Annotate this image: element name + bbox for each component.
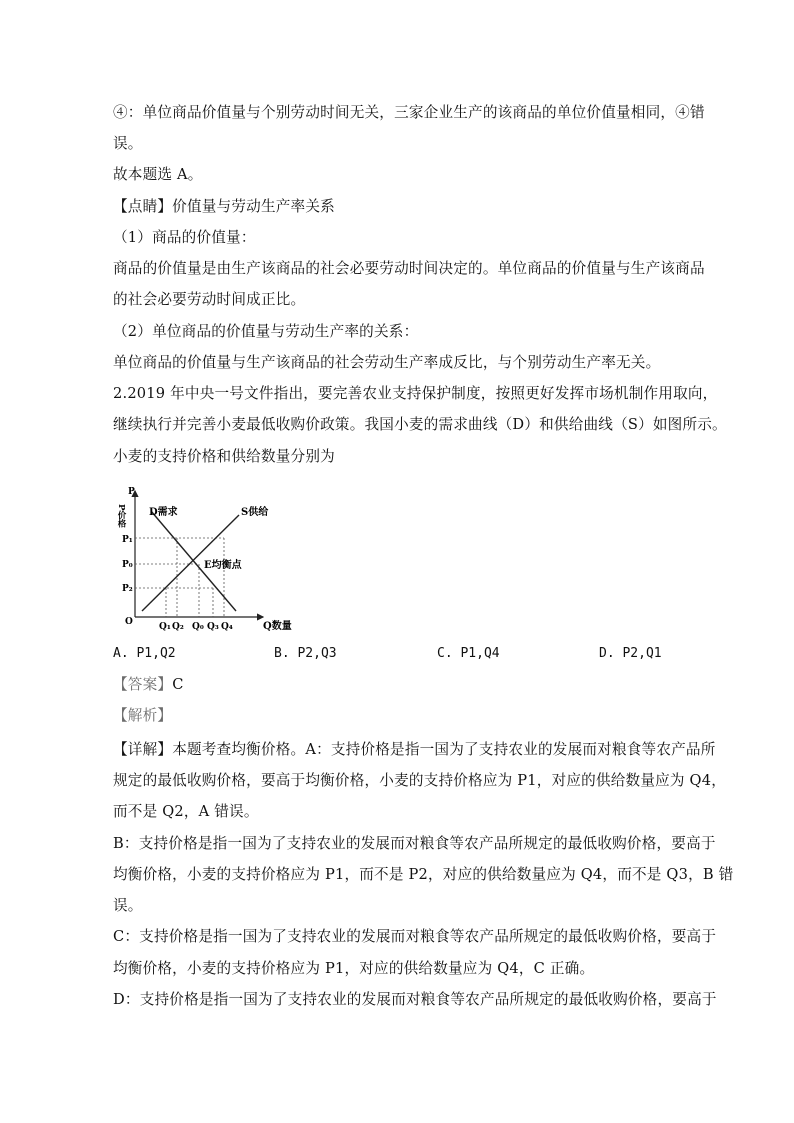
y-axis-label-p: P [128,487,135,497]
paragraph-line: 故本题选 A。 [113,166,203,183]
detail-line: C：支持价格是指一国为了支持农业的发展而对粮食等农产品所规定的最低收购价格，要高于 [113,928,717,945]
detail-line: 误。 [113,897,143,914]
answer-tag: 【答案】 [113,676,173,693]
paragraph-line: 误。 [113,135,143,152]
detail-line: B：支持价格是指一国为了支持农业的发展而对粮食等农产品所规定的最低收购价格，要高于 [113,835,716,852]
origin-label: O [125,617,133,627]
paragraph-line: 【点睛】价值量与劳动生产率关系 [113,198,335,215]
detail-line: 均衡价格，小麦的支持价格应为 P1，而不是 P2，对应的供给数量应为 Q4，而不是 Q3，B 错 [113,866,734,883]
answer-line [113,675,184,695]
paragraph-line: （2）单位商品的价值量与劳动生产率的关系： [113,323,419,340]
question-line: 继续执行并完善小麦最低收购价政策。我国小麦的需求曲线（D）和供给曲线（S）如图所示。 [113,416,727,433]
y-tick-label: P₁ [122,535,133,545]
x-tick-label: Q₁ [159,622,171,632]
detail-line: D：支持价格是指一国为了支持农业的发展而对粮食等农产品所规定的最低收购价格，要高于 [113,991,717,1008]
equilibrium-label: E均衡点 [204,560,242,571]
detail-line: 而不是 Q2，A 错误。 [113,803,259,820]
paragraph-line: 单位商品的价值量与生产该商品的社会劳动生产率成反比，与个别劳动生产率无关。 [113,354,661,371]
option-c: C. P1,Q4 [437,646,500,661]
answer-value: C [172,676,184,693]
paragraph-line: （1）商品的价值量： [113,229,256,246]
y-tick-label: P₀ [122,560,133,570]
x-tick-label: Q₃ [207,622,219,632]
x-axis-label: Q数量 [263,621,292,632]
option-b: B. P2,Q3 [274,646,337,661]
supply-label: S供给 [241,507,269,518]
x-tick-label: Q₀ [192,622,204,632]
detail-line [113,740,716,760]
demand-label: D需求 [149,507,178,518]
detail-line: 规定的最低收购价格，要高于均衡价格，小麦的支持价格应为 P1，对应的供给数量应为 Q4， [113,772,726,789]
option-a: A. P1,Q2 [113,646,176,661]
y-axis-label: P价格 [116,504,126,528]
analysis-tag: 【解析】 [113,707,173,724]
x-tick-label: Q₂ [172,622,184,632]
detail-line: 均衡价格，小麦的支持价格应为 P1，对应的供给数量应为 Q4，C 正确。 [113,960,595,977]
question-line: 2.2019 年中央一号文件指出，要完善农业支持保护制度，按照更好发挥市场机制作用取向， [113,385,718,402]
x-tick-label: Q₄ [221,622,233,632]
option-d: D. P2,Q1 [599,646,662,661]
detail-text: 本题考查均衡价格。A：支持价格是指一国为了支持农业的发展而对粮食等农产品所 [172,741,716,758]
question-line: 小麦的支持价格和供给数量分别为 [113,448,335,465]
paragraph-line: 的社会必要劳动时间成正比。 [113,291,306,308]
y-tick-label: P₂ [122,584,133,594]
detail-tag: 【详解】 [113,741,173,758]
paragraph-line: ④：单位商品价值量与个别劳动时间无关，三家企业生产的该商品的单位价值量相同，④错 [113,104,705,121]
paragraph-line: 商品的价值量是由生产该商品的社会必要劳动时间决定的。单位商品的价值量与生产该商品 [113,260,705,277]
supply-demand-chart [113,483,303,633]
